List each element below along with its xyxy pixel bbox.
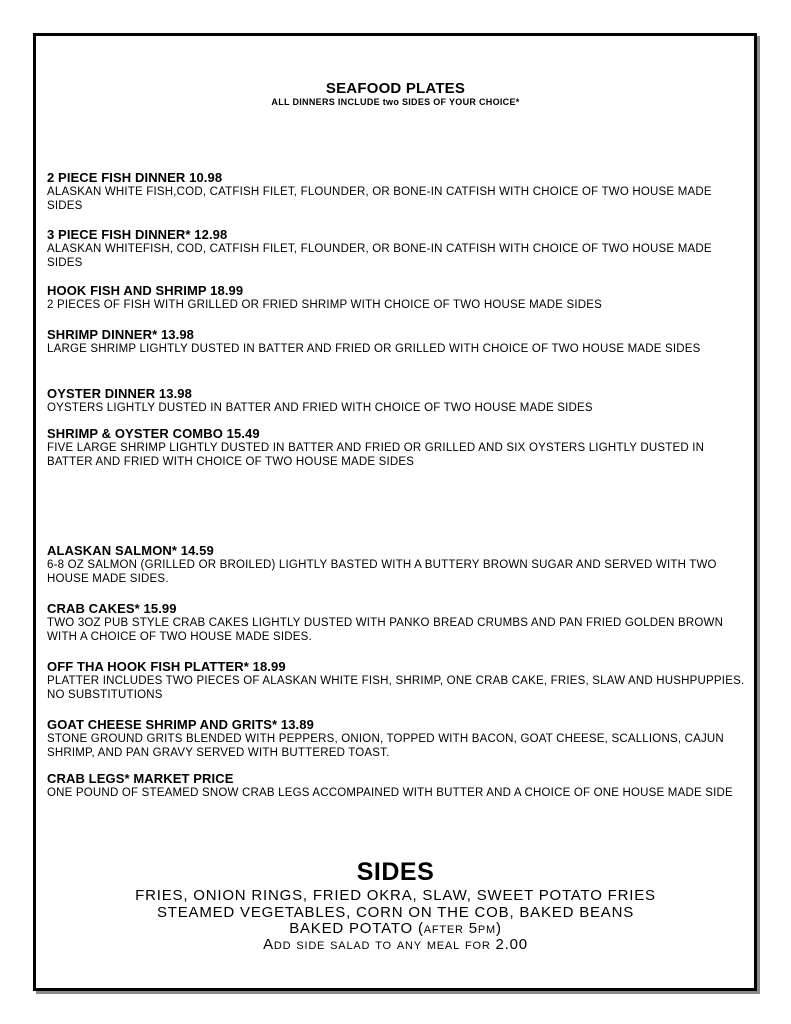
item-description: PLATTER INCLUDES TWO PIECES OF ALASKAN WHITE FISH, SHRIMP, ONE CRAB CAKE, FRIES, SLAW AND HUSHPUPPIES. NO SUBSTITUTIONS — [47, 675, 745, 701]
item-name: SHRIMP DINNER* 13.98 — [47, 327, 194, 342]
item-name: CRAB CAKES* 15.99 — [47, 601, 177, 616]
item-name: GOAT CHEESE SHRIMP AND GRITS* 13.89 — [47, 717, 314, 732]
sides-line: Add side salad to any meal for 2.00 — [263, 936, 528, 953]
item-name: 2 PIECE FISH DINNER 10.98 — [47, 170, 223, 185]
menu-item — [47, 386, 747, 415]
item-description: FIVE LARGE SHRIMP LIGHTLY DUSTED IN BATTER AND FRIED OR GRILLED AND SIX OYSTERS LIGHTLY DUSTED IN BATTER AND FRIED WITH CHOICE OF TWO HOUSE MADE SIDES — [47, 442, 705, 468]
menu-title: SEAFOOD PLATES — [325, 80, 466, 97]
item-description: 6-8 OZ SALMON (GRILLED OR BROILED) LIGHTLY BASTED WITH A BUTTERY BROWN SUGAR AND SERVED WITH TWO HOUSE MADE SIDES. — [47, 559, 717, 585]
sides-line: FRIES, ONION RINGS, FRIED OKRA, SLAW, SWEET POTATO FRIES — [135, 887, 656, 904]
sides-title: SIDES — [356, 858, 435, 886]
menu-item — [47, 283, 747, 312]
item-description: ALASKAN WHITE FISH,COD, CATFISH FILET, FLOUNDER, OR BONE-IN CATFISH WITH CHOICE OF TWO HOUSE MADE SIDES — [47, 186, 712, 212]
item-description: LARGE SHRIMP LIGHTLY DUSTED IN BATTER AND FRIED OR GRILLED WITH CHOICE OF TWO HOUSE MADE SIDES — [47, 343, 701, 355]
sides-line: STEAMED VEGETABLES, CORN ON THE COB, BAKED BEANS — [156, 904, 635, 921]
menu-item — [47, 659, 747, 702]
menu-item — [47, 543, 747, 586]
menu-item — [47, 170, 747, 213]
menu-item — [47, 601, 747, 644]
item-description: TWO 3OZ PUB STYLE CRAB CAKES LIGHTLY DUSTED WITH PANKO BREAD CRUMBS AND PAN FRIED GOLDEN BROWN WITH A CHOICE OF TWO HOUSE MADE SIDES. — [47, 617, 724, 643]
item-name: SHRIMP & OYSTER COMBO 15.49 — [47, 426, 260, 441]
item-description: ALASKAN WHITEFISH, COD, CATFISH FILET, FLOUNDER, OR BONE-IN CATFISH WITH CHOICE OF TWO HOUSE MADE SIDES — [47, 243, 712, 269]
menu-item — [47, 227, 747, 270]
menu-item — [47, 327, 747, 356]
item-description: ONE POUND OF STEAMED SNOW CRAB LEGS ACCOMPAINED WITH BUTTER AND A CHOICE OF ONE HOUSE MADE SIDE — [47, 787, 733, 799]
menu-item — [47, 771, 747, 800]
item-name: OYSTER DINNER 13.98 — [47, 386, 192, 401]
item-description: STONE GROUND GRITS BLENDED WITH PEPPERS, ONION, TOPPED WITH BACON, GOAT CHEESE, SCALLIONS, CAJUN SHRIMP, AND PAN GRAVY SERVED WITH BUTTERED TOAST. — [47, 733, 724, 759]
menu-item — [47, 426, 747, 469]
item-name: HOOK FISH AND SHRIMP 18.99 — [47, 283, 244, 298]
sides-line: BAKED POTATO (after 5pm) — [289, 920, 502, 937]
item-name: ALASKAN SALMON* 14.59 — [47, 543, 214, 558]
menu-subtitle: ALL DINNERS INCLUDE two SIDES OF YOUR CHOICE* — [271, 97, 520, 107]
item-name: 3 PIECE FISH DINNER* 12.98 — [47, 227, 228, 242]
item-description: 2 PIECES OF FISH WITH GRILLED OR FRIED SHRIMP WITH CHOICE OF TWO HOUSE MADE SIDES — [47, 299, 603, 311]
item-name: OFF THA HOOK FISH PLATTER* 18.99 — [47, 659, 286, 674]
item-name: CRAB LEGS* MARKET PRICE — [47, 771, 234, 786]
item-description: OYSTERS LIGHTLY DUSTED IN BATTER AND FRIED WITH CHOICE OF TWO HOUSE MADE SIDES — [47, 402, 593, 414]
menu-item — [47, 717, 747, 760]
